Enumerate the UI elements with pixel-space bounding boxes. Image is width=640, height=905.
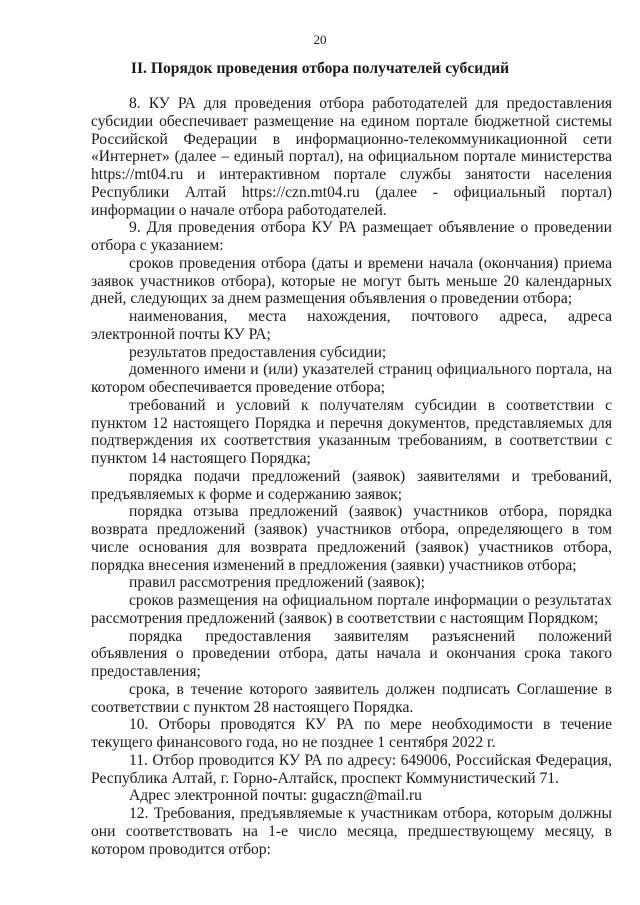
list-item-review-rules: правил рассмотрения предложений (заявок); bbox=[129, 574, 425, 592]
list-item-withdrawal-order: порядка отзыва предложений (заявок) участников отбора, порядка возврата предложений (заявок) участников отбора, определяющего в том числе основания для возврата предложений (заявок) участников отбора, порядка внесения изменений в предложения (заявки) участников отбора; bbox=[91, 503, 612, 574]
paragraph-11: 11. Отбор проводится КУ РА по адресу: 649006, Российская Федерация, Республика Алтай, г. Горно-Алтайск, проспект Коммунистический 71. bbox=[91, 751, 612, 787]
list-item-submission-order: порядка подачи предложений (заявок) заявителями и требований, предъявляемых к форме и содержанию заявок; bbox=[91, 467, 612, 503]
paragraph-12: 12. Требования, предъявляемые к участникам отбора, которым должны они соответствовать на 1-е число месяца, предшествующему месяцу, в котором проводится отбор: bbox=[91, 805, 612, 858]
list-item-clarifications: порядка предоставления заявителям разъяснений положений объявления о проведении отбора, даты начала и окончания срока такого предоставления; bbox=[91, 627, 612, 680]
document-body bbox=[91, 95, 612, 858]
list-item-results: результатов предоставления субсидии; bbox=[129, 343, 387, 361]
email-line: Адрес электронной почты: gugaczn@mail.ru bbox=[129, 787, 422, 805]
list-item-domain: доменного имени и (или) указателей страниц официального портала, на котором обеспечивается проведение отбора; bbox=[91, 361, 612, 396]
paragraph-9: 9. Для проведения отбора КУ РА размещает объявление о проведении отбора с указанием: bbox=[91, 219, 612, 254]
paragraph-8: 8. КУ РА для проведения отбора работодателей для предоставления субсидии обеспечивает размещение на едином портале бюджетной системы Российской Федерации в информационно-телекоммуникационной сети «Интернет» (далее – единый портал), на официальном портале министерства https://mt04.ru и интерактивном портале службы занятости населения Республики Алтай https://czn.mt04.ru (далее - официальный портал) информации о начале отбора работодателей. bbox=[91, 95, 612, 219]
paragraph-10: 10. Отборы проводятся КУ РА по мере необходимости в течение текущего финансового года, но не позднее 1 сентября 2022 г. bbox=[91, 716, 612, 751]
list-item-requirements: требований и условий к получателям субсидии в соответствии с пунктом 12 настоящего Порядка и перечня документов, представляемых для подтверждения их соответствия указанным требованиям, в соответствии с пунктом 14 настоящего Порядка; bbox=[91, 396, 612, 467]
list-item-results-publication: сроков размещения на официальном портале информации о результатах рассмотрения предложений (заявок) в соответствии с настоящим Порядком; bbox=[91, 592, 612, 627]
list-item-deadlines: сроков проведения отбора (даты и времени начала (окончания) приема заявок участников отбора), которые не могут быть меньше 20 календарных дней, следующих за днем размещения объявления о проведении отбора; bbox=[91, 254, 612, 308]
page-number: 20 bbox=[313, 32, 327, 47]
section-heading: II. Порядок проведения отбора получателей субсидий bbox=[130, 60, 510, 77]
list-item-contacts: наименования, места нахождения, почтового адреса, адреса электронной почты КУ РА; bbox=[91, 308, 612, 343]
list-item-signing-period: срока, в течение которого заявитель должен подписать Соглашение в соответствии с пунктом 28 настоящего Порядка. bbox=[91, 680, 612, 716]
